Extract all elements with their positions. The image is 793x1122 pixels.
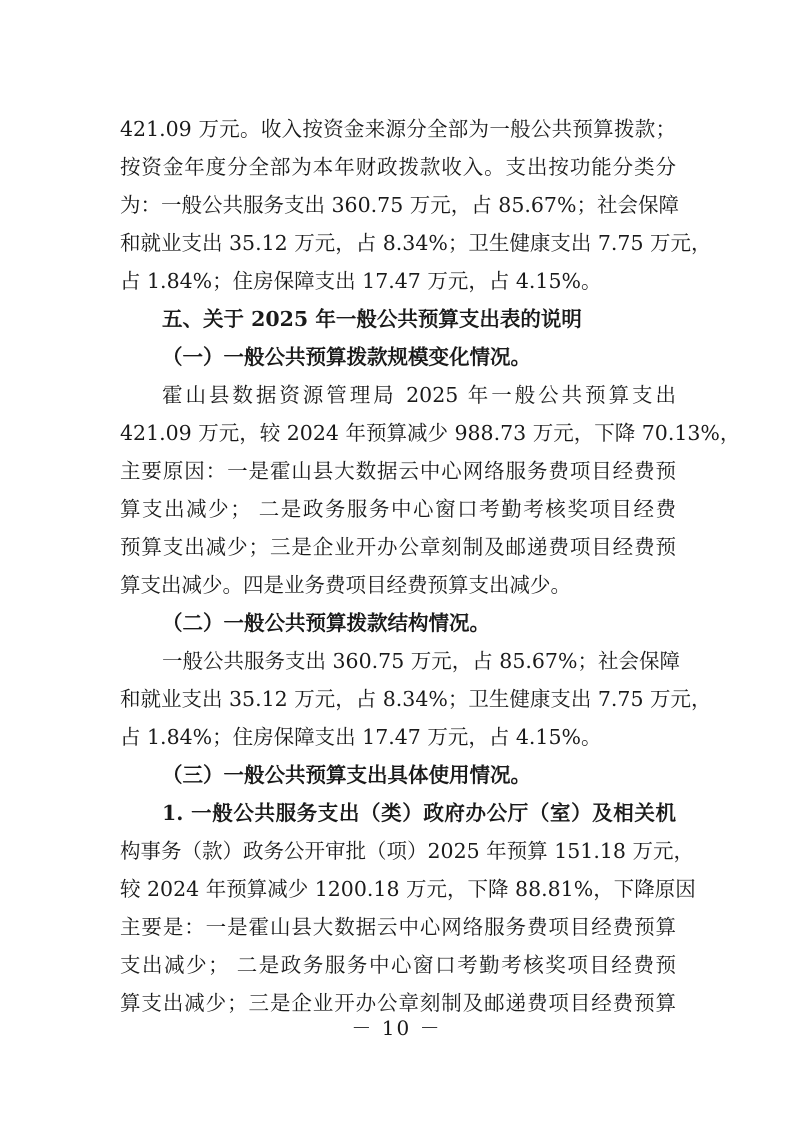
body-text-line: 占 1.84%；住房保障支出 17.47 万元，占 4.15%。 <box>120 269 602 293</box>
body-text-line: 和就业支出 35.12 万元，占 8.34%；卫生健康支出 7.75 万元， <box>120 687 712 711</box>
body-text-line: 算支出减少。四是业务费项目经费预算支出减少。 <box>120 573 571 597</box>
body-text-line: 较 2024 年预算减少 1200.18 万元，下降 88.81%，下降原因 <box>120 877 696 901</box>
subsection-heading: （三）一般公共预算支出具体使用情况。 <box>162 763 531 787</box>
body-text-line: 主要原因：一是霍山县大数据云中心网络服务费项目经费预 <box>120 459 676 483</box>
body-text-line: 构事务（款）政务公开审批（项）2025 年预算 151.18 万元， <box>120 839 694 863</box>
body-text-line: 一般公共服务支出 360.75 万元，占 85.67%；社会保障 <box>162 649 680 673</box>
body-text-line: 算支出减少； 二是政务服务中心窗口考勤考核奖项目经费 <box>120 497 676 521</box>
body-text-line: 为：一般公共服务支出 360.75 万元，占 85.67%；社会保障 <box>120 193 679 217</box>
body-text-line: 按资金年度分全部为本年财政拨款收入。支出按功能分类分 <box>120 155 676 179</box>
body-text-line: 预算支出减少；三是企业开办公章刻制及邮递费项目经费预 <box>120 535 676 559</box>
body-text-line: 算支出减少；三是企业开办公章刻制及邮递费项目经费预算 <box>120 991 676 1015</box>
item-heading-line: 1. 一般公共服务支出（类）政府办公厅（室）及相关机 <box>162 801 676 825</box>
body-text-line: 421.09 万元。收入按资金来源分全部为一般公共预算拨款； <box>120 117 676 141</box>
body-text-line: 霍山县数据资源管理局 2025 年一般公共预算支出 <box>162 383 676 407</box>
page-number: － 10 － <box>351 1016 442 1040</box>
body-text-line: 421.09 万元，较 2024 年预算减少 988.73 万元，下降 70.13%， <box>120 421 741 445</box>
body-text-line: 支出减少； 二是政务服务中心窗口考勤考核奖项目经费预 <box>120 953 676 977</box>
body-text-line: 占 1.84%；住房保障支出 17.47 万元，占 4.15%。 <box>120 725 602 749</box>
section-heading: 五、关于 2025 年一般公共预算支出表的说明 <box>162 307 582 331</box>
body-text-line: 主要是：一是霍山县大数据云中心网络服务费项目经费预算 <box>120 915 676 939</box>
subsection-heading: （一）一般公共预算拨款规模变化情况。 <box>162 345 531 369</box>
subsection-heading: （二）一般公共预算拨款结构情况。 <box>162 611 490 635</box>
body-text-line: 和就业支出 35.12 万元，占 8.34%；卫生健康支出 7.75 万元， <box>120 231 712 255</box>
